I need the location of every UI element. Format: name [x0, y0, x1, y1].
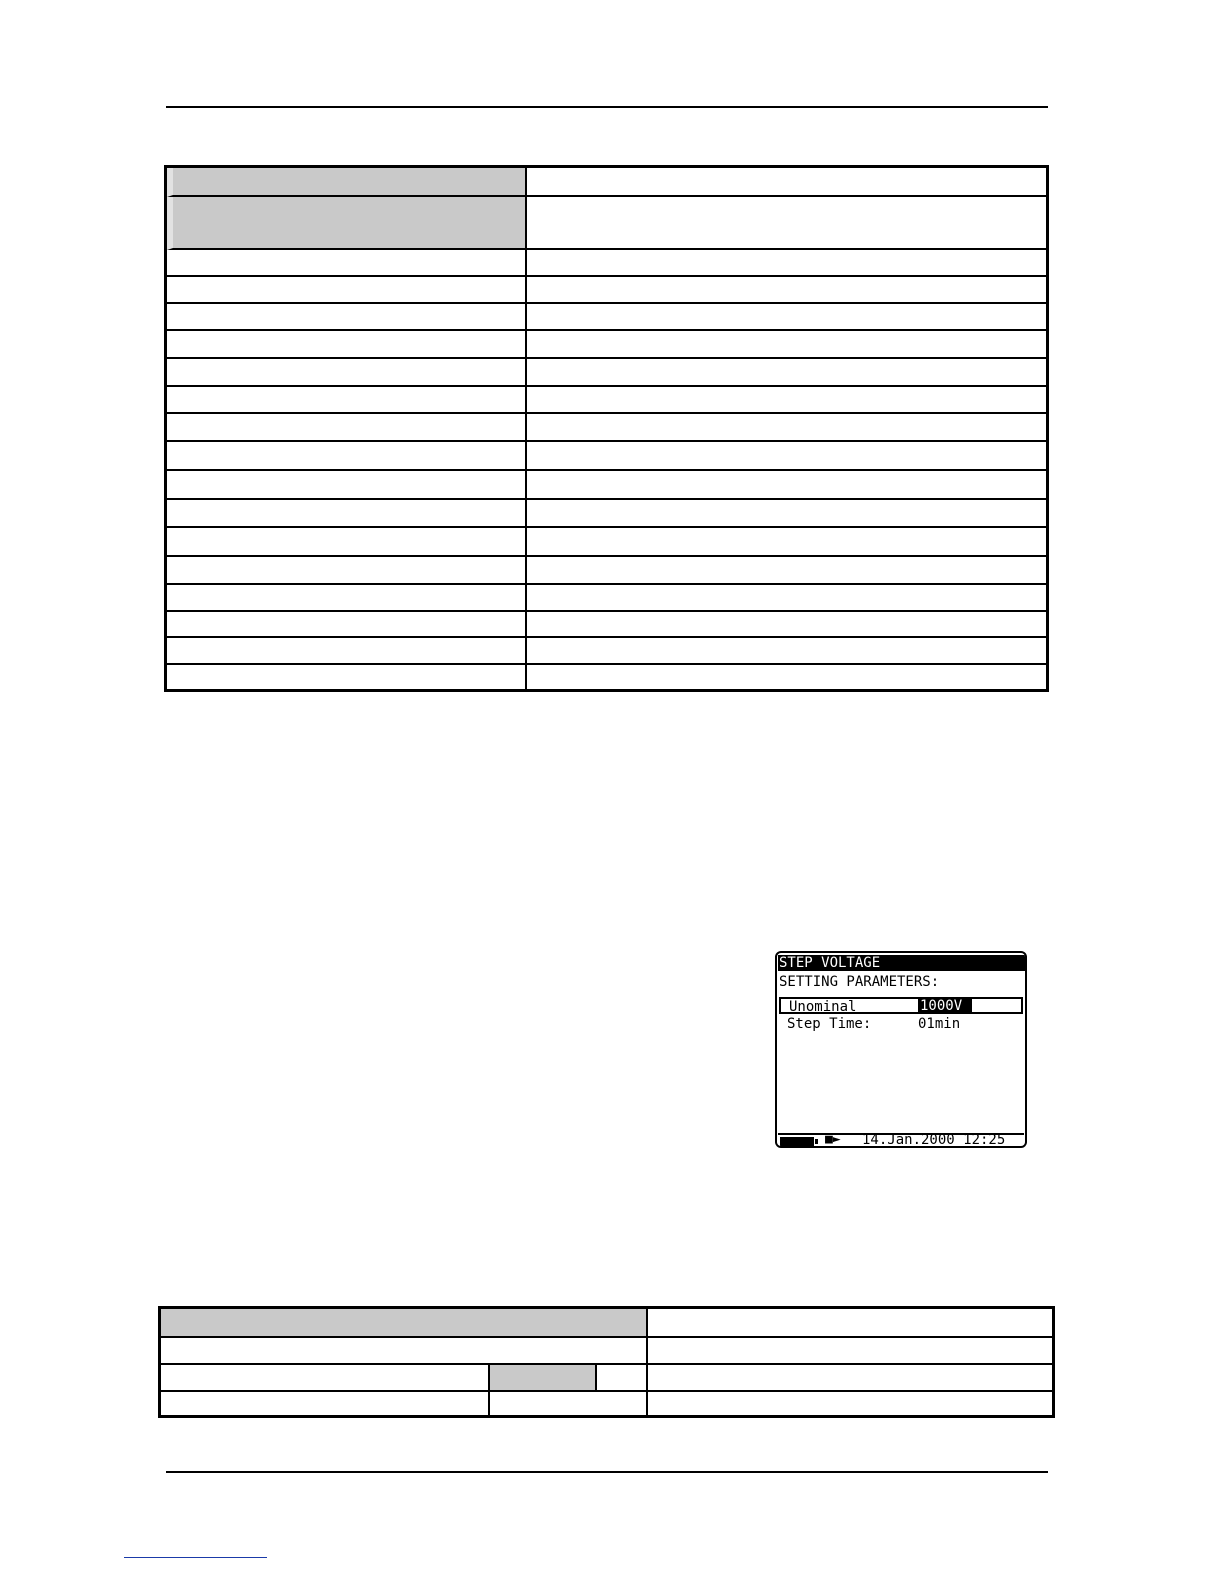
table-cell [167, 612, 527, 638]
battery-icon [780, 1137, 814, 1146]
table-cell [527, 585, 1046, 612]
table-cell [527, 250, 1046, 277]
table-cell [167, 414, 527, 442]
table-cell [527, 528, 1046, 557]
table-cell [167, 359, 527, 387]
table-cell [527, 387, 1046, 414]
table-cell [490, 1365, 595, 1390]
header-rule [166, 106, 1048, 108]
table-cell [527, 331, 1046, 359]
status-datetime: 14.Jan.2000 12:25 [862, 1132, 1006, 1148]
table-cell [167, 665, 527, 692]
link-underline [124, 1557, 267, 1558]
table-cell [167, 277, 527, 304]
table-cell [167, 471, 527, 500]
footer-rule [166, 1471, 1048, 1473]
table-cell [167, 585, 527, 612]
table-header-cell [161, 1309, 646, 1336]
table-cell [527, 500, 1046, 528]
param-value: 1000V [918, 998, 972, 1013]
table-cell [527, 277, 1046, 304]
lcd-screen [775, 951, 1027, 1148]
table-header-cell [527, 168, 1046, 197]
table-cell [527, 442, 1046, 471]
param-value: 01min [918, 1016, 961, 1032]
table-cell [527, 638, 1046, 665]
table-cell [527, 557, 1046, 585]
lcd-subtitle: SETTING PARAMETERS: [779, 974, 940, 990]
table-cell [167, 638, 527, 665]
table-cell [167, 442, 527, 471]
param-label: Unominal [789, 999, 857, 1015]
table-cell [527, 304, 1046, 331]
table-cell [527, 612, 1046, 638]
table-cell [167, 331, 527, 359]
table-cell [527, 414, 1046, 442]
table-cell [167, 304, 527, 331]
status-bar [778, 1133, 1024, 1147]
table-header-cell [167, 168, 527, 197]
table-cell [167, 250, 527, 277]
plug-icon: ■► [825, 1132, 841, 1147]
table-cell [167, 387, 527, 414]
table-cell [167, 528, 527, 557]
param-row-unominal[interactable] [779, 997, 1023, 1014]
table-cell [167, 500, 527, 528]
lcd-title: STEP VOLTAGE [778, 955, 1025, 971]
param-row-step-time[interactable] [779, 1016, 1023, 1033]
specification-table [164, 165, 1049, 692]
table-cell [527, 471, 1046, 500]
table-cell [527, 359, 1046, 387]
table-cell [527, 665, 1046, 692]
table-cell [167, 557, 527, 585]
parameter-table [158, 1306, 1055, 1418]
param-label: Step Time: [787, 1016, 872, 1032]
table-cell [167, 197, 527, 250]
table-cell [527, 197, 1046, 250]
